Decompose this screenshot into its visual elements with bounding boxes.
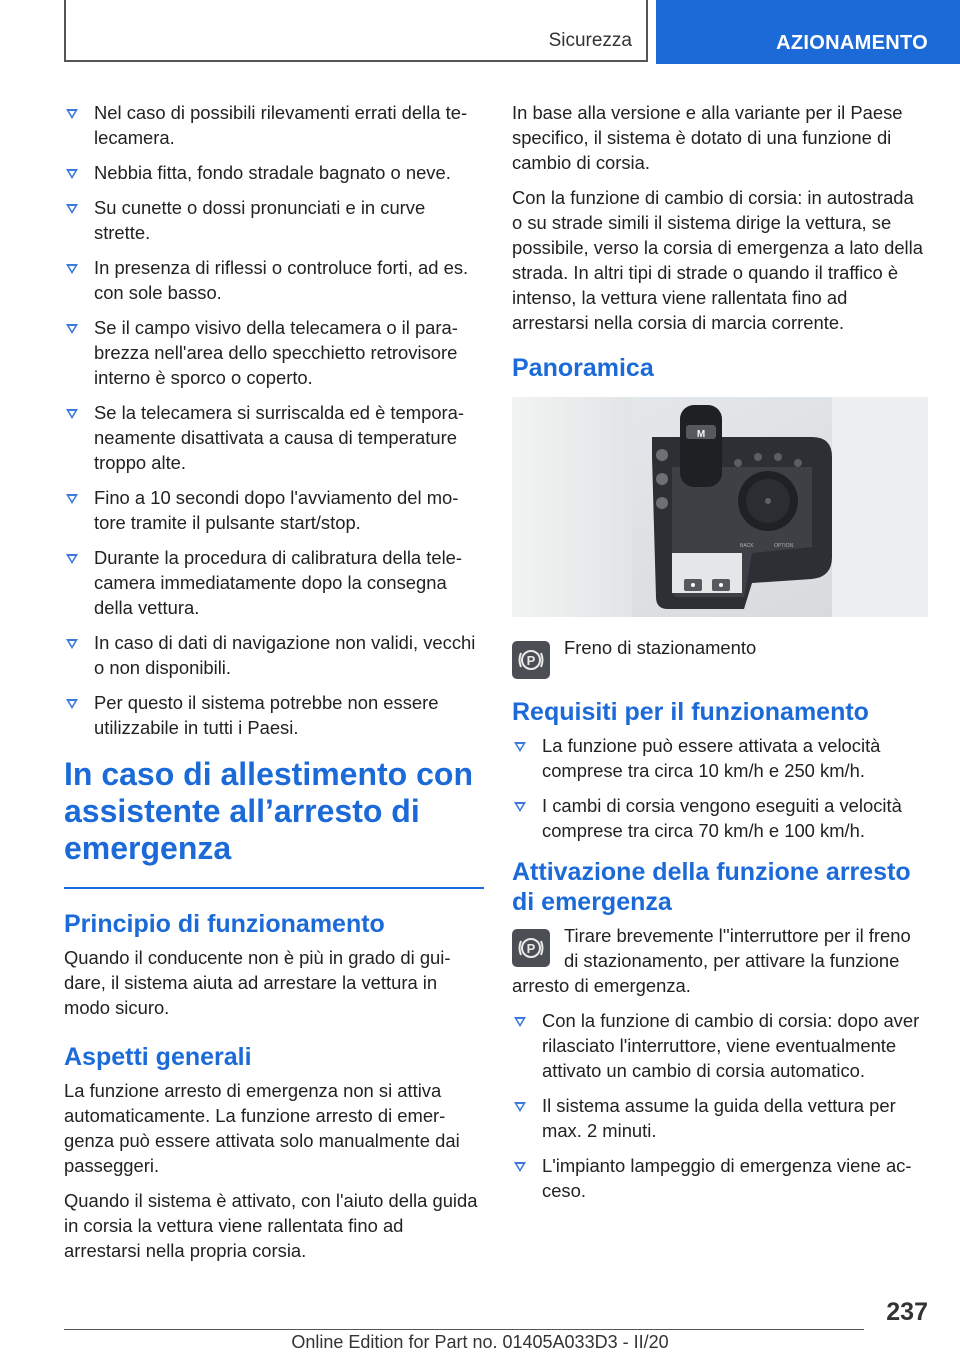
attivazione-paragraph: P Tirare brevemente l''interruttore per il freno di stazionamento, per attivare la funzione arresto di emergenza. — [512, 925, 911, 996]
chapter-title: AZIONAMENTO — [776, 32, 928, 54]
bullet-triangle-icon — [514, 742, 526, 752]
list-item: Con la funzione di cambio di corsia: dopo aver rilasciato l'interruttore, viene eventualmente attivato un cambio di corsia automatico. — [512, 1008, 928, 1083]
svg-text:P: P — [526, 653, 536, 668]
attivazione-list — [512, 1008, 928, 1203]
paragraph-aspetti-1: La funzione arresto di emergenza non si attiva automaticamente. La funzione arresto di emergenza può essere attivata solo manualmente dai passeggeri. — [64, 1080, 460, 1176]
parking-brake-caption: Freno di stazionamento — [564, 637, 757, 658]
list-item: Su cunette o dossi pronunciati e in curve strette. — [64, 195, 482, 245]
chapter-tab — [656, 0, 960, 64]
paragraph-aspetti-2: Quando il sistema è attivato, con l'aiuto della guida in corsia la vettura viene rallentata fino ad arrestarsi nella propria corsia. — [64, 1190, 478, 1261]
svg-text:M: M — [696, 429, 706, 440]
bullet-triangle-icon — [66, 494, 78, 504]
left-column — [64, 100, 482, 1273]
list-item: Fino a 10 secondi dopo l'avviamento del motore tramite il pulsante start/stop. — [64, 485, 482, 535]
right-column — [512, 100, 928, 1213]
footer-divider — [64, 1329, 864, 1330]
list-item: L'impianto lampeggio di emergenza viene acceso. — [512, 1153, 928, 1203]
heading-principio: Principio di funzionamento — [64, 910, 385, 938]
parking-brake-icon — [512, 929, 550, 967]
bullet-triangle-icon — [514, 1102, 526, 1112]
header-section-box — [64, 0, 648, 62]
bullet-triangle-icon — [66, 409, 78, 419]
heading-aspetti: Aspetti generali — [64, 1043, 252, 1071]
heading-divider — [64, 887, 484, 889]
list-item: Durante la procedura di calibratura della telecamera immediatamente dopo la consegna della vettura. — [64, 545, 482, 620]
svg-text:P: P — [526, 941, 536, 956]
main-heading: In caso di allestimento con assistente all’arresto di emergenza — [64, 756, 473, 866]
page-number: 237 — [886, 1298, 928, 1326]
requisiti-list — [512, 733, 928, 843]
bullet-triangle-icon — [514, 1162, 526, 1172]
paragraph-principio: Quando il conducente non è più in grado di guidare, il sistema aiuta ad arrestare la vettura in modo sicuro. — [64, 947, 451, 1018]
heading-attivazione: Attivazione della funzione arresto di emergenza — [512, 858, 911, 916]
list-item: Nel caso di possibili rilevamenti errati della telecamera. — [64, 100, 482, 150]
list-item: I cambi di corsia vengono eseguiti a velocità comprese tra circa 70 km/h e 100 km/h. — [512, 793, 928, 843]
bullet-triangle-icon — [66, 169, 78, 179]
bullet-triangle-icon — [66, 639, 78, 649]
parking-brake-icon — [512, 641, 550, 679]
heading-panoramica: Panoramica — [512, 354, 654, 382]
list-item: Per questo il sistema potrebbe non essere utilizzabile in tutti i Paesi. — [64, 690, 482, 740]
bullet-triangle-icon — [66, 264, 78, 274]
paragraph-cambio-corsia: Con la funzione di cambio di corsia: in autostrada o su strade simili il sistema dirige la vettura, se possibile, verso la corsia di emergenza a lato della strada. In altri tipi di strade o quando il traffico è intenso, la vettura viene rallentata fino ad arrestarsi nella corsia di marcia corrente. — [512, 187, 923, 333]
list-item: In caso di dati di navigazione non validi, vecchi o non disponibili. — [64, 630, 482, 680]
list-item: Il sistema assume la guida della vettura per max. 2 minuti. — [512, 1093, 928, 1143]
center-console-photo — [512, 397, 928, 617]
photo-label-back: BACK — [740, 543, 754, 549]
section-title: Sicurezza — [548, 30, 632, 51]
heading-requisiti: Requisiti per il funzionamento — [512, 698, 869, 726]
list-item: Nebbia fitta, fondo stradale bagnato o neve. — [64, 160, 482, 185]
paragraph-versione: In base alla versione e alla variante per il Paese specifico, il sistema è dotato di una funzione di cambio di corsia. — [512, 102, 903, 173]
list-item: Se la telecamera si surriscalda ed è temporaneamente disattivata a causa di temperature troppo alte. — [64, 400, 482, 475]
bullet-triangle-icon — [66, 109, 78, 119]
conditions-list — [64, 100, 482, 740]
parking-brake-legend — [512, 635, 928, 679]
bullet-triangle-icon — [66, 324, 78, 334]
footer-edition: Online Edition for Part no. 01405A033D3 - II/20 — [291, 1332, 669, 1352]
photo-label-option: OPTION — [774, 543, 794, 549]
bullet-triangle-icon — [66, 554, 78, 564]
bullet-triangle-icon — [66, 204, 78, 214]
list-item: In presenza di riflessi o controluce forti, ad es. con sole basso. — [64, 255, 482, 305]
list-item: La funzione può essere attivata a velocità comprese tra circa 10 km/h e 250 km/h. — [512, 733, 928, 783]
bullet-triangle-icon — [66, 699, 78, 709]
bullet-triangle-icon — [514, 802, 526, 812]
bullet-triangle-icon — [514, 1017, 526, 1027]
list-item: Se il campo visivo della telecamera o il parabrezza nell'area dello specchietto retrovisore interno è sporco o coperto. — [64, 315, 482, 390]
